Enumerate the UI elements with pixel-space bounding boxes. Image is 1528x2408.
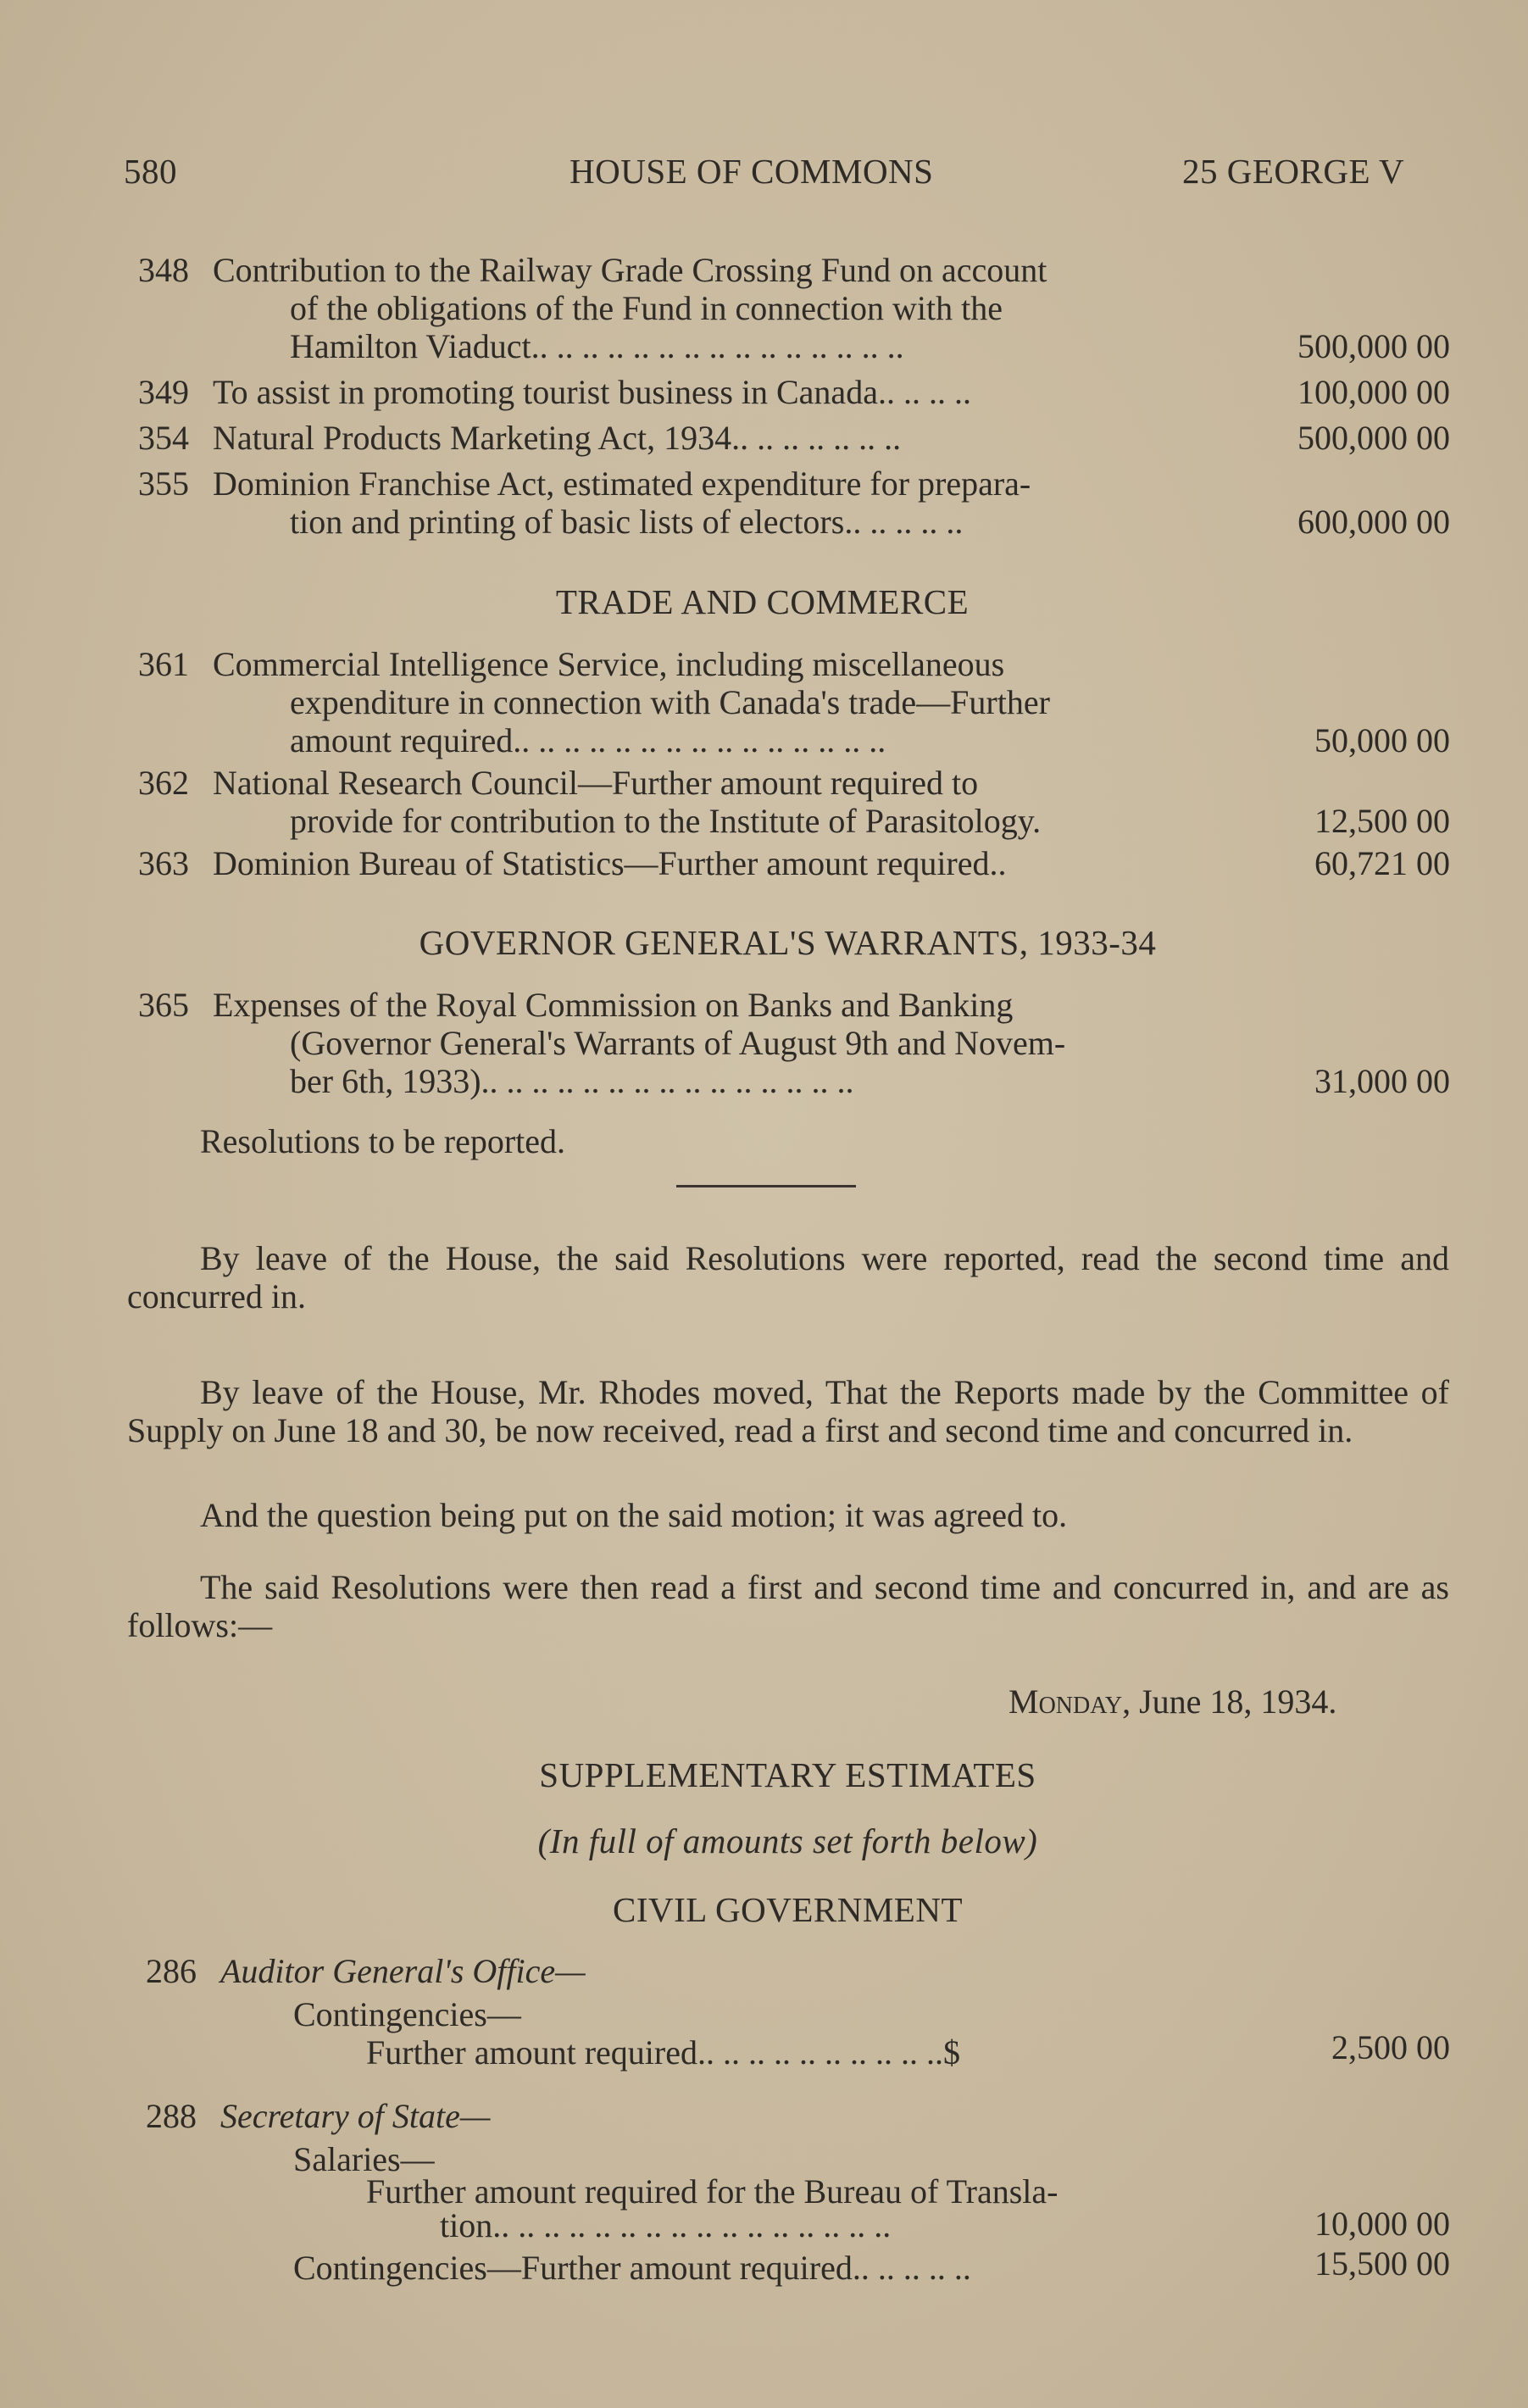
item-amount: 500,000 00 bbox=[1297, 419, 1450, 457]
item-amount: 15,500 00 bbox=[1314, 2244, 1450, 2283]
item-text: Contribution to the Railway Grade Crossing Fund on account bbox=[213, 251, 1047, 289]
item-text: (Governor General's Warrants of August 9th and Novem- bbox=[290, 1024, 1066, 1062]
item-number: 349 bbox=[138, 373, 189, 411]
item-text: Dominion Franchise Act, estimated expenditure for prepara- bbox=[213, 464, 1031, 503]
divider-rule bbox=[676, 1185, 856, 1187]
item-number: 286 bbox=[146, 1952, 197, 1990]
running-title: HOUSE OF COMMONS bbox=[570, 152, 934, 191]
section-heading: SUPPLEMENTARY ESTIMATES bbox=[539, 1755, 1036, 1794]
item-amount: 2,500 00 bbox=[1331, 2028, 1450, 2066]
dateline-date: June 18, 1934. bbox=[1139, 1682, 1337, 1721]
item-text: To assist in promoting tourist business in Canada.. .. .. .. bbox=[213, 373, 971, 411]
item-text: amount required.. .. .. .. .. .. .. .. .. .. .. .. .. .. .. bbox=[290, 721, 886, 759]
item-text: Contingencies— bbox=[293, 1995, 521, 2033]
item-text: tion and printing of basic lists of electors.. .. .. .. .. bbox=[290, 503, 964, 541]
item-text: Natural Products Marketing Act, 1934.. .. .. .. .. .. .. bbox=[213, 419, 902, 457]
item-text: Expenses of the Royal Commission on Banks and Banking bbox=[213, 986, 1014, 1024]
item-text: Commercial Intelligence Service, including miscellaneous bbox=[213, 645, 1005, 683]
item-text: National Research Council—Further amount required to bbox=[213, 764, 979, 802]
resolutions-line: Resolutions to be reported. bbox=[200, 1122, 566, 1160]
item-amount: 50,000 00 bbox=[1314, 721, 1450, 759]
item-text: Dominion Bureau of Statistics—Further amount required.. bbox=[213, 844, 1007, 882]
item-text: Salaries— bbox=[293, 2140, 435, 2178]
paragraph: The said Resolutions were then read a first and second time and concurred in, and are as follows:— bbox=[127, 1568, 1449, 1644]
item-text: ber 6th, 1933).. .. .. .. .. .. .. .. .. .. .. .. .. .. .. bbox=[290, 1062, 854, 1100]
item-amount: 500,000 00 bbox=[1297, 327, 1450, 365]
item-text: expenditure in connection with Canada's trade—Further bbox=[290, 683, 1050, 721]
item-number: 354 bbox=[138, 419, 189, 457]
item-text: Contingencies—Further amount required.. .. .. .. .. bbox=[293, 2249, 971, 2287]
item-text: Hamilton Viaduct.. .. .. .. .. .. .. .. .. .. .. .. .. .. .. bbox=[290, 327, 904, 365]
item-number: 362 bbox=[138, 764, 189, 802]
item-title: Auditor General's Office— bbox=[220, 1952, 586, 1990]
item-title: Secretary of State— bbox=[220, 2097, 491, 2135]
item-amount: 31,000 00 bbox=[1314, 1062, 1450, 1100]
page-number: 580 bbox=[124, 152, 177, 191]
item-number: 365 bbox=[138, 986, 189, 1024]
paragraph: By leave of the House, the said Resolutions were reported, read the second time and concurred in. bbox=[127, 1239, 1449, 1315]
item-text: tion.. .. .. .. .. .. .. .. .. .. .. .. .. .. .. .. bbox=[440, 2206, 892, 2244]
item-number: 355 bbox=[138, 464, 189, 503]
dateline-day: Monday, bbox=[1008, 1682, 1131, 1721]
item-number: 361 bbox=[138, 645, 189, 683]
dateline bbox=[1008, 1682, 1336, 1721]
item-amount: 60,721 00 bbox=[1314, 844, 1450, 882]
item-amount: 12,500 00 bbox=[1314, 802, 1450, 840]
item-number: 288 bbox=[146, 2097, 197, 2135]
item-amount: 10,000 00 bbox=[1314, 2205, 1450, 2243]
item-number: 363 bbox=[138, 844, 189, 882]
item-text: Further amount required.. .. .. .. .. .. .. .. .. ..$ bbox=[366, 2033, 960, 2072]
item-text: Further amount required for the Bureau of Transla- bbox=[366, 2172, 1058, 2211]
session-label: 25 GEORGE V bbox=[1182, 152, 1405, 191]
section-heading: CIVIL GOVERNMENT bbox=[612, 1890, 963, 1929]
paragraph: By leave of the House, Mr. Rhodes moved, That the Reports made by the Committee of Supply on June 18 and 30, be now received, read a first and second time and concurred in. bbox=[127, 1373, 1449, 1449]
item-amount: 600,000 00 bbox=[1297, 503, 1450, 541]
section-heading: TRADE AND COMMERCE bbox=[555, 582, 970, 621]
item-number: 348 bbox=[138, 251, 189, 289]
item-amount: 100,000 00 bbox=[1297, 373, 1450, 411]
section-heading: GOVERNOR GENERAL'S WARRANTS, 1933-34 bbox=[419, 923, 1157, 962]
item-text: of the obligations of the Fund in connection with the bbox=[290, 289, 1003, 327]
item-text: provide for contribution to the Institute of Parasitology. bbox=[290, 802, 1042, 840]
paragraph: And the question being put on the said motion; it was agreed to. bbox=[200, 1496, 1068, 1534]
section-subheading: (In full of amounts set forth below) bbox=[537, 1821, 1038, 1860]
